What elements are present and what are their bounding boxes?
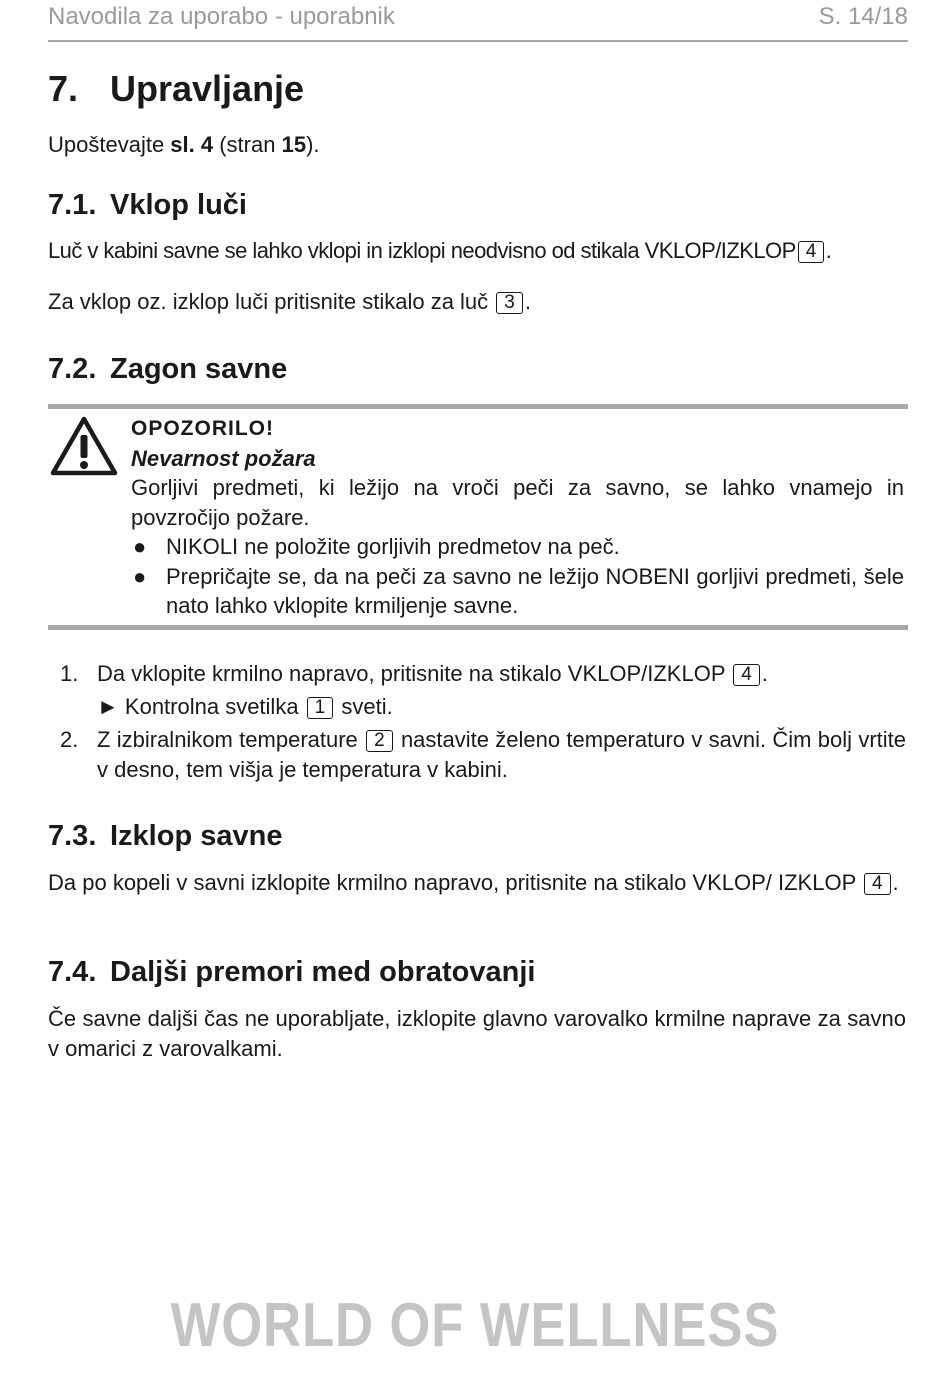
paragraph-text: Če savne daljši čas ne uporabljate, izklopite glavno varovalko krmilne naprave za savno v omarici z varovalkami.	[48, 1006, 906, 1061]
section-heading-7-4	[48, 956, 535, 989]
warning-triangle-icon	[50, 415, 118, 477]
light-paragraph-2	[48, 287, 906, 317]
warning-content	[131, 414, 904, 621]
step-number: 2.	[60, 727, 79, 752]
page-number: S. 14/18	[818, 3, 908, 30]
bullet-text: NIKOLI ne položite gorljivih predmetov na peč.	[166, 534, 620, 559]
subsection-number: 7.3.	[48, 820, 97, 852]
warning-text: Gorljivi predmeti, ki ležijo na vroči peči za savno, se lahko vnamejo in povzročijo požare.	[131, 475, 904, 530]
light-paragraph-1	[48, 236, 906, 266]
step-number: 1.	[60, 661, 79, 686]
step-result	[60, 692, 906, 722]
intro-paragraph	[48, 130, 906, 160]
stop-paragraph	[48, 868, 906, 898]
subsection-title: Vklop luči	[110, 189, 247, 221]
section-number: 7.	[48, 68, 79, 109]
paragraph-text: .	[825, 238, 832, 263]
document-title: Navodila za uporabo - uporabnik	[48, 3, 395, 30]
result-arrow-icon: ►	[97, 694, 119, 719]
intro-text: ).	[306, 132, 320, 157]
warning-bullet	[131, 532, 904, 562]
control-reference-badge: 4	[733, 664, 760, 686]
section-heading-7-2	[48, 353, 287, 386]
warning-subtitle: Nevarnost požara	[131, 445, 316, 471]
step-text: .	[761, 661, 768, 686]
subsection-title: Zagon savne	[110, 353, 288, 385]
warning-title: OPOZORILO!	[131, 417, 274, 440]
section-title: Upravljanje	[110, 68, 305, 109]
intro-text: (stran	[213, 132, 282, 157]
control-reference-badge: 1	[307, 697, 334, 719]
control-reference-badge: 2	[366, 730, 393, 752]
paragraph-text: Za vklop oz. izklop luči pritisnite stikalo za luč	[48, 289, 495, 314]
bullet-text: Prepričajte se, da na peči za savno ne ležijo NOBENI gorljivi predmeti, šele nato lahko vklopite krmiljenje savne.	[166, 563, 904, 618]
subsection-number: 7.2.	[48, 353, 97, 385]
control-reference-badge: 4	[798, 241, 824, 263]
bullet-marker: ●	[133, 534, 147, 559]
subsection-title: Izklop savne	[110, 820, 283, 852]
figure-reference: sl. 4	[170, 132, 214, 157]
control-reference-badge: 4	[864, 873, 891, 895]
control-reference-badge: 3	[496, 292, 523, 314]
section-heading-7-1	[48, 189, 247, 222]
section-heading-7-3	[48, 820, 282, 853]
page-reference: 15	[281, 132, 307, 157]
step-text: nastavite želeno temperaturo v savni. Čim bolj vrtite v desno, tem višja je temperatura v kabini.	[97, 727, 906, 782]
paragraph-text: Luč v kabini savne se lahko vklopi in izklopi neodvisno od stikala VKLOP/IZKLOP	[48, 238, 796, 263]
step-text: Z izbiralnikom temperature	[97, 727, 365, 752]
subsection-title: Daljši premori med obratovanji	[110, 956, 536, 988]
bullet-marker: ●	[133, 563, 147, 589]
intro-text: Upoštevajte	[48, 132, 171, 157]
paragraph-text: .	[524, 289, 531, 314]
fire-warning-box	[48, 404, 908, 630]
page-header	[48, 0, 908, 42]
section-heading-7	[48, 68, 304, 110]
subsection-number: 7.1.	[48, 189, 97, 221]
step-item	[60, 659, 906, 689]
paragraph-text: .	[892, 870, 899, 895]
subsection-number: 7.4.	[48, 956, 97, 988]
brand-logo: WORLD OF WELLNESS	[170, 1291, 780, 1360]
step-item	[60, 725, 906, 785]
warning-bullet	[131, 562, 904, 621]
step-text: Da vklopite krmilno napravo, pritisnite na stikalo VKLOP/IZKLOP	[97, 661, 732, 686]
paragraph-text: Da po kopeli v savni izklopite krmilno napravo, pritisnite na stikalo VKLOP/ IZKLOP	[48, 870, 862, 895]
pause-paragraph	[48, 1004, 906, 1064]
start-steps-list	[60, 659, 906, 785]
result-text: sveti.	[335, 694, 393, 719]
result-text: Kontrolna svetilka	[124, 694, 305, 719]
